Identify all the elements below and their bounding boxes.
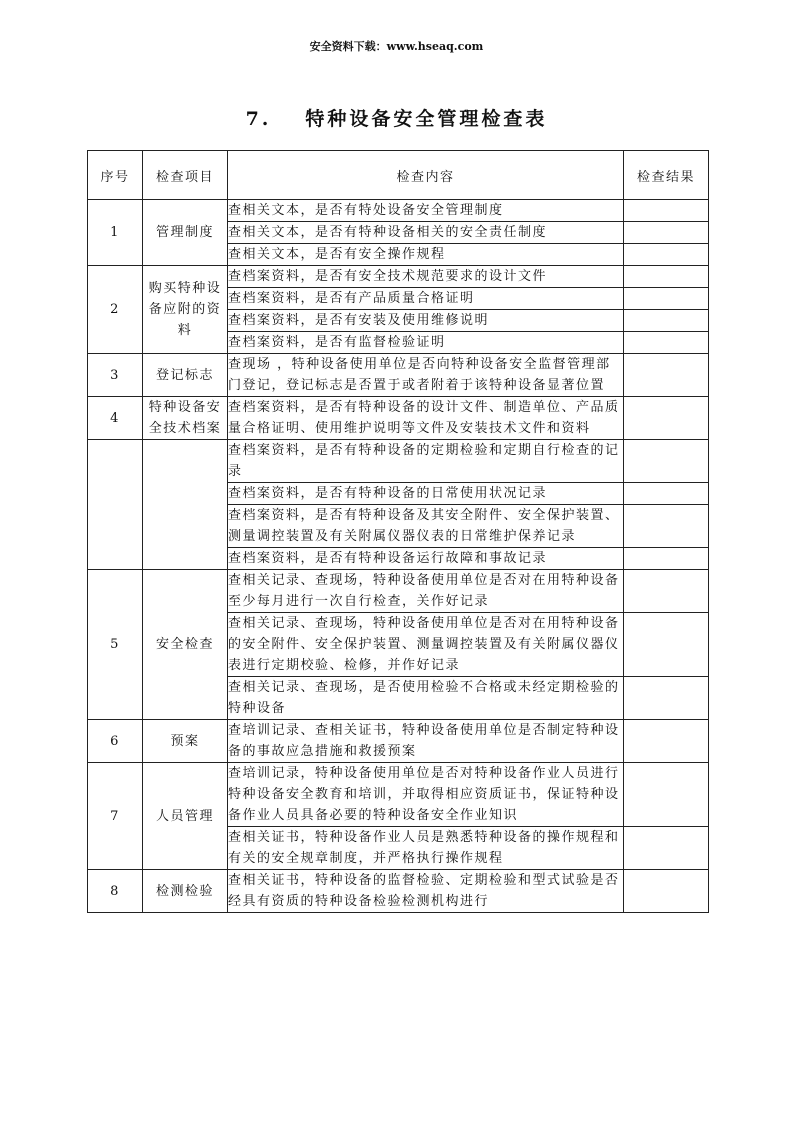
row-number [88,440,143,570]
column-header-content: 检查内容 [228,151,624,200]
title-text: 特种设备安全管理检查表 [305,108,548,130]
check-result-cell[interactable] [624,483,709,505]
check-result-cell[interactable] [624,310,709,332]
table-row [88,266,709,288]
page-title [0,104,793,131]
check-item: 登记标志 [143,354,228,397]
check-result-cell[interactable] [624,288,709,310]
check-content: 查相关记录、查现场，是否使用检验不合格或未经定期检验的特种设备 [228,677,624,720]
check-content: 查相关证书，特种设备的监督检验、定期检验和型式试验是否经具有资质的特种设备检验检测机构进行 [228,870,624,913]
check-result-cell[interactable] [624,870,709,913]
check-item: 安全检查 [143,570,228,720]
row-number: 5 [88,570,143,720]
row-number: 2 [88,266,143,354]
check-result-cell[interactable] [624,332,709,354]
check-result-cell[interactable] [624,570,709,613]
page-header: 安全资料下载：www.hseaq.com [309,40,484,53]
check-result-cell[interactable] [624,505,709,548]
table-row [88,200,709,222]
title-number: 7. [245,108,272,130]
row-number: 6 [88,720,143,763]
check-content: 查档案资料，是否有特种设备的设计文件、制造单位、产品质量合格证明、使用维护说明等文件及安装技术文件和资料 [228,397,624,440]
check-result-cell[interactable] [624,677,709,720]
check-result-cell[interactable] [624,222,709,244]
check-item: 检测检验 [143,870,228,913]
row-number: 3 [88,354,143,397]
check-content: 查档案资料，是否有特种设备及其安全附件、安全保护装置、测量调控装置及有关附属仪器仪表的日常维护保养记录 [228,505,624,548]
check-item: 预案 [143,720,228,763]
table-row [88,354,709,397]
check-result-cell[interactable] [624,827,709,870]
check-content: 查相关记录、查现场，特种设备使用单位是否对在用特种设备的安全附件、安全保护装置、测量调控装置及有关附属仪器仪表进行定期校验、检修，并作好记录 [228,613,624,677]
check-content: 查培训记录、查相关证书，特种设备使用单位是否制定特种设备的事故应急措施和救援预案 [228,720,624,763]
check-content: 查档案资料，是否有特种设备的日常使用状况记录 [228,483,624,505]
table-row [88,397,709,440]
check-content: 查相关证书，特种设备作业人员是熟悉特种设备的操作规程和有关的安全规章制度，并严格执行操作规程 [228,827,624,870]
check-content: 查档案资料，是否有特种设备运行故障和事故记录 [228,548,624,570]
column-header-result: 检查结果 [624,151,709,200]
row-number: 1 [88,200,143,266]
table-header-row [88,151,709,200]
check-result-cell[interactable] [624,763,709,827]
check-content: 查培训记录，特种设备使用单位是否对特种设备作业人员进行特种设备安全教育和培训，并取得相应资质证书，保证特种设备作业人员具备必要的特种设备安全作业知识 [228,763,624,827]
check-item: 购买特种设备应附的资料 [143,266,228,354]
table-row [88,870,709,913]
check-result-cell[interactable] [624,354,709,397]
check-content: 查相关文本，是否有特种设备相关的安全责任制度 [228,222,624,244]
check-content: 查相关文本，是否有安全操作规程 [228,244,624,266]
check-result-cell[interactable] [624,397,709,440]
column-header-item: 检查项目 [143,151,228,200]
check-item [143,440,228,570]
check-item: 特种设备安全技术档案 [143,397,228,440]
check-result-cell[interactable] [624,244,709,266]
check-content: 查相关记录、查现场，特种设备使用单位是否对在用特种设备至少每月进行一次自行检查，关作好记录 [228,570,624,613]
column-header-no: 序号 [88,151,143,200]
row-number: 8 [88,870,143,913]
inspection-table [87,150,709,913]
row-number: 4 [88,397,143,440]
check-content: 查档案资料，是否有产品质量合格证明 [228,288,624,310]
table-row [88,570,709,613]
check-content: 查相关文本，是否有特处设备安全管理制度 [228,200,624,222]
check-item: 管理制度 [143,200,228,266]
check-result-cell[interactable] [624,440,709,483]
check-content: 查档案资料，是否有安全技术规范要求的设计文件 [228,266,624,288]
check-content: 查档案资料，是否有特种设备的定期检验和定期自行检查的记录 [228,440,624,483]
table-row [88,440,709,483]
check-item: 人员管理 [143,763,228,870]
table-row [88,720,709,763]
check-result-cell[interactable] [624,266,709,288]
check-content: 查档案资料，是否有安装及使用维修说明 [228,310,624,332]
check-result-cell[interactable] [624,200,709,222]
check-result-cell[interactable] [624,548,709,570]
check-result-cell[interactable] [624,613,709,677]
check-result-cell[interactable] [624,720,709,763]
check-content: 查档案资料，是否有监督检验证明 [228,332,624,354]
row-number: 7 [88,763,143,870]
table-row [88,763,709,827]
check-content: 查现场 ，特种设备使用单位是否向特种设备安全监督管理部门登记，登记标志是否置于或者附着于该特种设备显著位置 [228,354,624,397]
